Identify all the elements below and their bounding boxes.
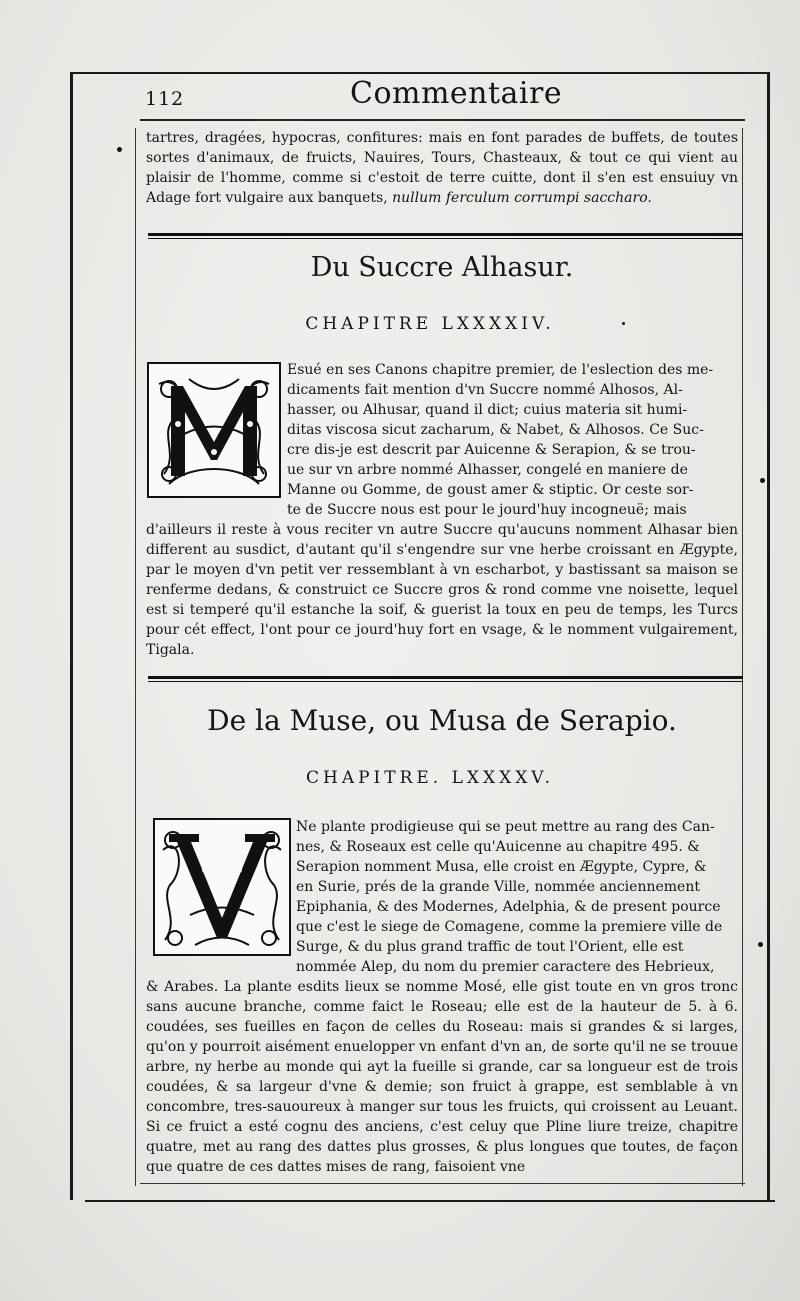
section2-body [146, 977, 738, 1177]
page-number: 112 [145, 88, 185, 110]
section2-line: que c'est le siege de Comagene, comme la premiere ville de [296, 919, 723, 935]
ink-speck [760, 478, 765, 483]
section1-wrapped-lines [287, 360, 737, 520]
section1-body [146, 520, 738, 660]
section-title-muse: De la Muse, ou Musa de Serapio. [207, 704, 677, 737]
section-rule-thin [148, 238, 743, 239]
outer-frame-right [767, 72, 770, 1200]
section2-line: en Surie, prés de la grande Ville, nommée anciennement [296, 879, 700, 895]
chapter-heading-95: CHAPITRE. LXXXXV. [305, 768, 555, 788]
section1-line: Manne ou Gomme, de goust amer & stiptic. Or ceste sor- [287, 482, 694, 498]
initial-v-graphic [155, 820, 289, 954]
section-rule-thick [148, 676, 743, 679]
inner-frame-right [742, 128, 743, 1186]
page-header [145, 76, 745, 116]
outer-frame-top [70, 72, 770, 74]
section1-line: hasser, ou Alhusar, quand il dict; cuius materia sit humi- [287, 402, 688, 418]
inner-frame-bottom [140, 1183, 745, 1184]
chapter-heading-94: CHAPITRE LXXXXIV. [305, 314, 555, 334]
section2-line: nes, & Roseaux est celle qu'Auicenne au chapitre 495. & [296, 839, 700, 855]
section2-line: Epiphania, & des Modernes, Adelphia, & de present pource [296, 899, 721, 915]
section-rule-thin [148, 681, 743, 682]
section1-line: ue sur vn arbre nommé Alhasser, congelé en maniere de [287, 462, 688, 478]
section1-line: dicaments fait mention d'vn Succre nommé Alhosos, Al- [287, 382, 683, 398]
section-rule-thick [148, 233, 743, 236]
inner-frame-left [135, 128, 136, 1186]
section1-line: ditas viscosa sicut zacharum, & Nabet, & Alhosos. Ce Suc- [287, 422, 704, 438]
ink-speck [117, 147, 122, 152]
opening-adage: nullum ferculum corrumpi saccharo. [392, 190, 652, 206]
ink-speck [758, 942, 763, 947]
initial-m-graphic [149, 364, 279, 496]
section1-rest: d'ailleurs il reste à vous reciter vn autre Succre qu'aucuns nomment Alhasar bien different au susdict, d'autant qu'il s'engendre sur vne herbe croissant en Ægypte, par le moyen d'vn petit ver ressemblant à vn escharbot, y bastissant sa maison se renferme dedans, & construict ce Succre gros & rond comme vne noisette, lequel est si temperé qu'il estanche la soif, & guerist la toux en peu de temps, les Turcs pour cét effect, l'ont pour ce jourd'huy fort en vsage, & le nomment vulgairement, Tigala. [146, 522, 738, 658]
outer-frame-bottom [85, 1200, 775, 1202]
section2-line: Serapion nomment Musa, elle croist en Ægypte, Cypre, & [296, 859, 707, 875]
section1-line: Esué en ses Canons chapitre premier, de l'eslection des me- [287, 362, 714, 378]
opening-paragraph [146, 128, 738, 208]
section2-line: Surge, & du plus grand traffic de tout l'Orient, elle est [296, 939, 684, 955]
section-title-succre: Du Succre Alhasur. [310, 252, 574, 283]
ink-speck [622, 322, 625, 325]
running-head: Commentaire [350, 76, 563, 111]
section2-wrapped-lines [296, 817, 738, 977]
section2-line: Ne plante prodigieuse qui se peut mettre au rang des Can- [296, 819, 715, 835]
section1-line: cre dis-je est descrit par Auicenne & Serapion, & se trou- [287, 442, 696, 458]
outer-frame-left [70, 72, 73, 1200]
ornamental-initial-v-icon [153, 818, 291, 956]
ornamental-initial-m-icon [147, 362, 281, 498]
section2-rest: & Arabes. La plante esdits lieux se nomme Mosé, elle gist toute en vn gros tronc sans aucune branche, comme faict le Roseau; elle est de la hauteur de 5. à 6. coudées, ses fueilles en façon de celles du Roseau: mais si grandes & si larges, qu'on y pourroit aisément enuelopper vn enfant d'vn an, de sorte qu'il ne se trouue arbre, ny herbe au monde qui ayt la fueille si grande, car sa longueur est de trois coudées, & sa largeur d'vne & demie; son fruict à grappe, est semblable à vn concombre, tres-sauoureux à manger sur tous les fruicts, qui croissent au Leuant. Si ce fruict a esté cognu des anciens, c'est celuy que Pline liure treize, chapitre quatre, met au rang des dattes plus grosses, & plus longues que toutes, de façon que quatre de ces dattes mises de rang, faisoient vne [146, 979, 738, 1175]
section2-line: nommée Alep, du nom du premier caractere des Hebrieux, [296, 959, 715, 975]
section1-line: te de Succre nous est pour le jourd'huy incogneuë; mais [287, 502, 687, 518]
header-rule [140, 119, 745, 121]
opening-text: tartres, dragées, hypocras, confitures: mais en font parades de buffets, de toutes sortes d'animaux, de fruicts, Nauires, Tours, Chasteaux, & tout ce qui vient au plaisir de l'homme, comme si c'estoit de terre cuitte, dont il s'en est ensuiuy vn Adage fort vulgaire aux banquets, [146, 130, 738, 206]
